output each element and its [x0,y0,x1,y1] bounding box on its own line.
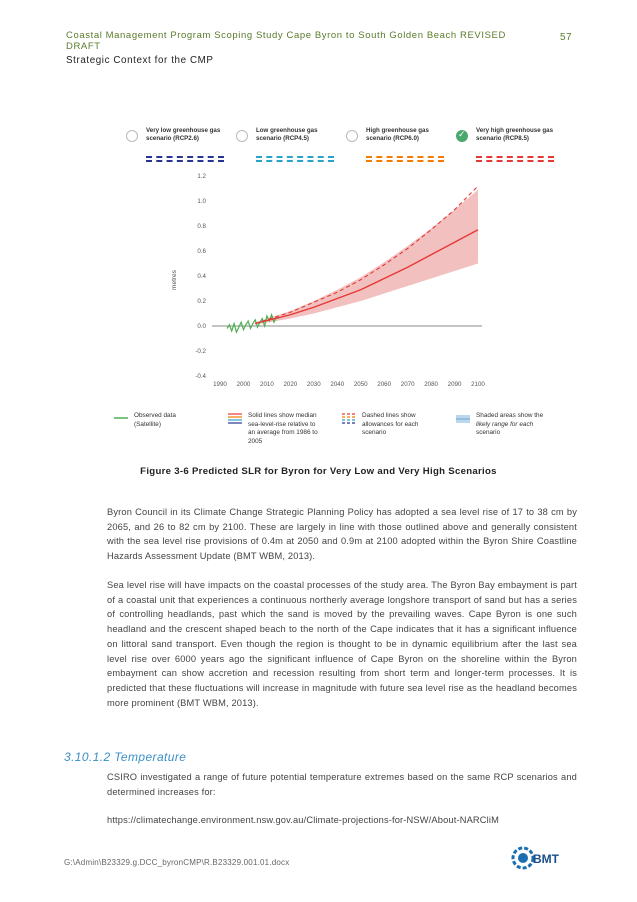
x-tick-label: 2080 [424,381,438,388]
slr-chart [110,168,570,453]
legend-rcp85[interactable] [456,126,566,166]
document-title: Coastal Management Program Scoping Study Cape Byron to South Golden Beach REVISED DRAFT [66,30,506,52]
y-tick-label: 1.2 [197,173,206,180]
observed-series [227,315,279,333]
file-path: G:\Admin\B23329.g.DCC_byronCMP\R.B23329.001.01.docx [64,858,290,867]
x-tick-label: 2040 [330,381,345,388]
bmt-globe-icon [511,844,535,872]
x-tick-label: 2030 [306,381,321,388]
legend-rcp26[interactable] [126,126,236,166]
y-tick-label: -0.2 [195,348,206,355]
y-tick-label: 0.6 [197,248,206,255]
multi-dashed-lines-icon [342,412,356,424]
x-tick-label: 2000 [236,381,251,388]
rcp60-dash-line-2 [366,160,444,162]
x-tick-label: 2010 [260,381,274,388]
paragraph-3: CSIRO investigated a range of future potential temperature extremes based on the same RCP scenarios and determined increases for: [107,772,577,797]
scenario-legend [126,126,572,166]
legend-rcp60[interactable] [346,126,456,166]
x-tick-label: 2070 [400,381,415,388]
legend-rcp45[interactable] [236,126,346,166]
section-subtitle: Strategic Context for the CMP [66,55,214,66]
reference-link[interactable]: https://climatechange.environment.nsw.gov.au/Climate-projections-for-NSW/About-NARCliM [107,815,499,825]
bmt-logo [511,840,567,876]
shaded-band-icon [456,412,470,424]
rcp85-dash-line [476,156,554,158]
radio-unchecked-icon [236,130,248,142]
paragraph-2: Sea level rise will have impacts on the coastal processes of the study area. The Byron Bay embayment is part of a coastal unit that experiences a continuous northerly average longshore transport of sand but has a series of controlling headlands, past which the sand is moved by the prevailing waves. Cape Byron is one such headland and the crescent shaped beach to the north of the Cape indicates that it has a significant influence on littoral sand transport. Even though the region is thought to be in dynamic equilibrium after the last sea level rise over 6000 years ago the significant influence of Cape Byron on the shoreline within the Byron embayment can show accretion and recession resulting from short term and longer-term processes. It is predicted that these fluctuations will increase in magnitude with future sea level rise as the headland becomes more prominent (BMT WBM, 2013). [107,580,577,708]
y-tick-label: 0.0 [197,323,206,330]
rcp45-dash-line-2 [256,160,334,162]
legend-rcp85-label: Very high greenhouse gas scenario (RCP8.5) [476,127,554,142]
y-axis-label: metres [171,270,178,290]
multi-solid-lines-icon [228,412,242,424]
legend-rcp60-label: High greenhouse gas scenario (RCP6.0) [366,127,429,142]
slr-figure [110,120,570,458]
green-line-icon [114,412,128,424]
likely-range-band [255,190,478,325]
x-tick-label: 2090 [447,381,462,388]
rcp26-dash-line-2 [146,160,224,162]
x-tick-label: 2050 [353,381,368,388]
rcp60-dash-line [366,156,444,158]
section-heading: 3.10.1.2 Temperature [64,750,187,764]
figure-caption: Figure 3-6 Predicted SLR for Byron for Very Low and Very High Scenarios [140,466,497,477]
page-number: 57 [560,32,573,43]
y-tick-label: 1.0 [197,198,206,205]
bmt-logo-text: BMT [533,852,559,866]
y-tick-label: 0.8 [197,223,206,230]
y-tick-label: 0.4 [197,273,206,280]
rcp85-dash-line-2 [476,160,554,162]
radio-unchecked-icon [346,130,358,142]
rcp26-dash-line [146,156,224,158]
chart-key: Observed data (Satellite) Solid lines show median sea-level-rise relative to an average from 1986 to 2005 Dashed lines show allowances for each scenario Shaded areas show the likely range for each scenario [110,412,570,458]
check-circle-icon [456,130,468,142]
legend-rcp45-label: Low greenhouse gas scenario (RCP4.5) [256,127,318,142]
x-tick-label: 1990 [213,381,227,388]
y-tick-label: -0.4 [195,373,206,380]
rcp45-dash-line [256,156,334,158]
x-tick-label: 2100 [471,381,485,388]
radio-unchecked-icon [126,130,138,142]
paragraph-1: Byron Council in its Climate Change Strategic Planning Policy has adopted a sea level rise of 17 to 38 cm by 2065, and 26 to 82 cm by 2100. These are largely in line with those outlined above and generally consistent with the sea level rise provisions of 0.4m at 2050 and 0.9m at 2100 adopted within the Byron Shire Coastline Hazards Assessment Update (BMT WBM, 2013). [107,507,577,562]
y-tick-label: 0.2 [197,298,206,305]
x-tick-label: 2060 [377,381,392,388]
x-tick-label: 2020 [283,381,298,388]
legend-rcp26-label: Very low greenhouse gas scenario (RCP2.6) [146,127,221,142]
